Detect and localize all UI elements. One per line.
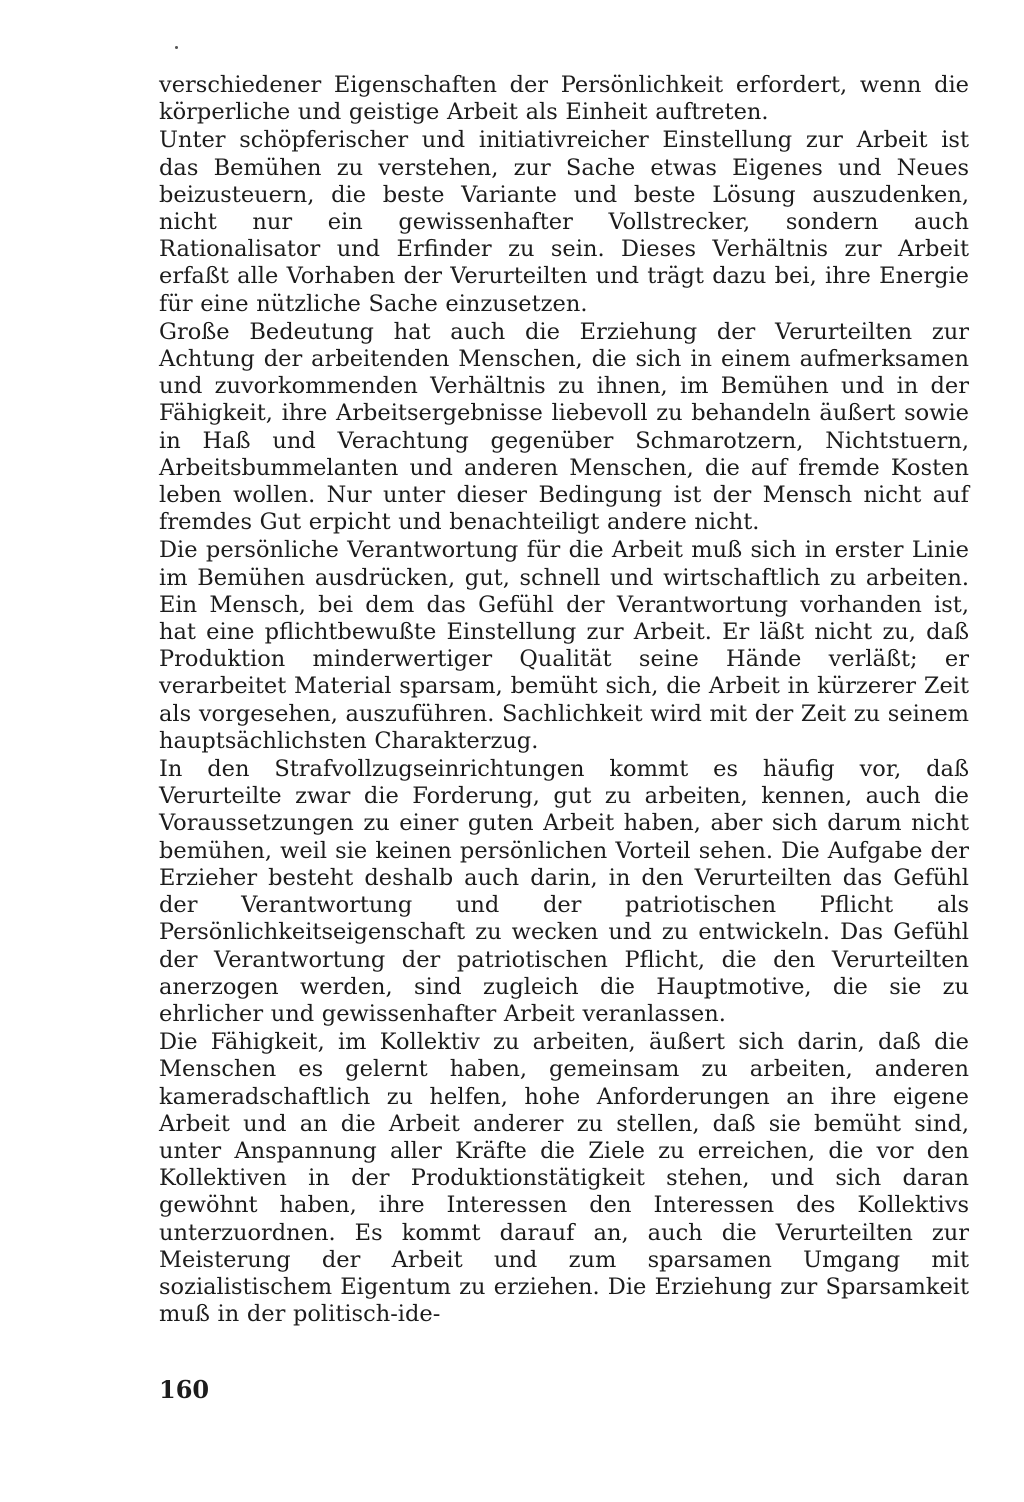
paragraph-4: Die persönliche Verantwortung für die Arbeit muß sich in erster Linie im Bemühen ausdrücken, gut, schnell und wirtschaftlich zu arbeiten. Ein Mensch, bei dem das Gefühl der Verantwortung vorhanden ist, hat eine pflichtbewußte Einstellung zur Arbeit. Er läßt nicht zu, daß Produktion minderwertiger Qualität seine Hände verläßt; er verarbeitet Material sparsam, bemüht sich, die Arbeit in kürzerer Zeit als vorgesehen, auszuführen. Sachlichkeit wird mit der Zeit zu seinem hauptsächlichsten Charakterzug. [159,537,969,754]
paragraph-3: Große Bedeutung hat auch die Erziehung der Verurteilten zur Achtung der arbeitenden Menschen, die sich in einem aufmerksamen und zuvorkommenden Verhältnis zu ihnen, im Bemühen und in der Fähigkeit, ihre Arbeitsergebnisse liebevoll zu behandeln äußert sowie in Haß und Verachtung gegenüber Schmarotzern, Nichtstuern, Arbeitsbummelanten und anderen Menschen, die auf fremde Kosten leben wollen. Nur unter dieser Bedingung ist der Mensch nicht auf fremdes Gut erpicht und benachteiligt andere nicht. [159,318,969,536]
paragraph-5: In den Strafvollzugseinrichtungen kommt es häufig vor, daß Verurteilte zwar die Forderung, gut zu arbeiten, kennen, auch die Voraussetzungen zu einer guten Arbeit haben, aber sich darum nicht bemühen, weil sie keinen persönlichen Vorteil sehen. Die Aufgabe der Erzieher besteht deshalb auch darin, in den Verurteilten das Gefühl der Verantwortung und der patriotischen Pflicht als Persönlichkeitseigenschaft zu wecken und zu entwickeln. Das Gefühl der Verantwortung der patriotischen Pflicht, die den Verurteilten anerzogen werden, sind zugleich die Hauptmotive, die sie zu ehrlicher und gewissenhafter Arbeit veranlassen. [159,756,969,1027]
print-speck [175,46,178,49]
page-number: 160 [159,1375,210,1404]
paragraph-6: Die Fähigkeit, im Kollektiv zu arbeiten, äußert sich darin, daß die Menschen es gelernt haben, gemeinsam zu arbeiten, anderen kameradschaftlich zu helfen, hohe Anforderungen an ihre eigene Arbeit und an die Arbeit anderer zu stellen, daß sie bemüht sind, unter Anspannung aller Kräfte die Ziele zu erreichen, die vor den Kollektiven in der Produktionstätigkeit stehen, und sich daran gewöhnt haben, ihre Interessen den Interessen des Kollektivs unterzuordnen. Es kommt darauf an, auch die Verurteilten zur Meisterung der Arbeit und zum sparsamen Umgang mit sozialistischem Eigentum zu erziehen. Die Erziehung zur Sparsamkeit muß in der politisch-ide- [159,1029,969,1328]
body-text [159,72,969,1329]
paragraph-2: Unter schöpferischer und initiativreicher Einstellung zur Arbeit ist das Bemühen zu verstehen, zur Sache etwas Eigenes und Neues beizusteuern, die beste Variante und beste Lösung auszudenken, nicht nur ein gewissenhafter Vollstrecker, sondern auch Rationalisator und Erfinder zu sein. Dieses Verhältnis zur Arbeit erfaßt alle Vorhaben der Verurteilten und trägt dazu bei, ihre Energie für eine nützliche Sache einzusetzen. [159,127,969,317]
paragraph-1: verschiedener Eigenschaften der Persönlichkeit erfordert, wenn die körperliche und geistige Arbeit als Einheit auftreten. [159,72,969,126]
